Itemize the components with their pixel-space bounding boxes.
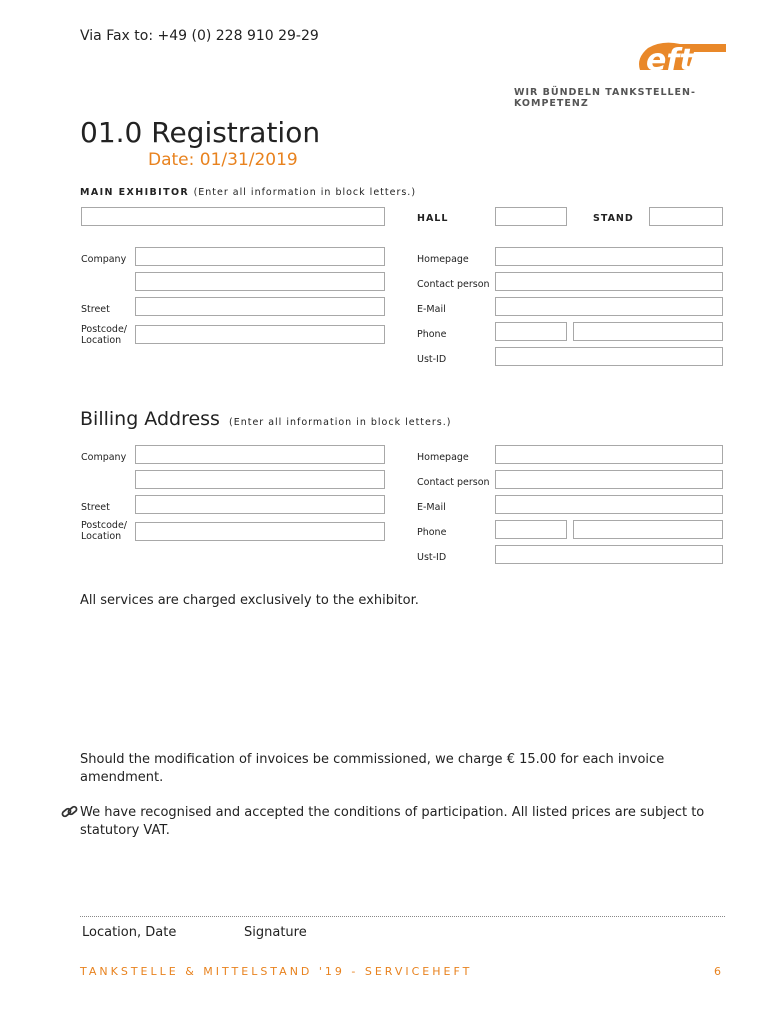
stand-field[interactable] bbox=[649, 207, 723, 226]
billing-company-field[interactable] bbox=[135, 445, 385, 464]
hall-field[interactable] bbox=[495, 207, 567, 226]
exhibitor-name-field[interactable] bbox=[81, 207, 385, 226]
billing-street-field[interactable] bbox=[135, 495, 385, 514]
billing-phone-prefix-field[interactable] bbox=[495, 520, 567, 539]
billing-ustid-label: Ust-ID bbox=[417, 552, 447, 563]
invoice-text: Should the modification of invoices be commissioned, we charge € 15.00 for each invoice amendment. bbox=[80, 752, 665, 785]
homepage-label: Homepage bbox=[417, 254, 469, 265]
postcode-label-line2: Location bbox=[81, 335, 122, 346]
phone-field[interactable] bbox=[573, 322, 723, 341]
billing-contact-label: Contact person bbox=[417, 477, 490, 488]
footer-title: TANKSTELLE & MITTELSTAND '19 - SERVICEHEFT bbox=[80, 965, 473, 978]
services-text: All services are charged exclusively to the exhibitor. bbox=[80, 593, 419, 608]
company-field-2[interactable] bbox=[135, 272, 385, 291]
billing-contact-field[interactable] bbox=[495, 470, 723, 489]
ustid-field[interactable] bbox=[495, 347, 723, 366]
signature-line[interactable] bbox=[80, 916, 725, 917]
billing-company-label: Company bbox=[81, 452, 127, 463]
eft-logo bbox=[634, 38, 730, 78]
location-date-label: Location, Date bbox=[82, 925, 177, 940]
billing-postcode-line1: Postcode/ bbox=[81, 520, 127, 531]
billing-street-label: Street bbox=[81, 502, 110, 513]
billing-ustid-field[interactable] bbox=[495, 545, 723, 564]
stand-label: STAND bbox=[593, 213, 634, 224]
homepage-field[interactable] bbox=[495, 247, 723, 266]
billing-homepage-field[interactable] bbox=[495, 445, 723, 464]
company-label: Company bbox=[81, 254, 127, 265]
hall-label: HALL bbox=[417, 213, 449, 224]
postcode-label bbox=[81, 324, 127, 346]
street-field[interactable] bbox=[135, 297, 385, 316]
main-exhibitor-heading bbox=[80, 187, 416, 198]
billing-email-field[interactable] bbox=[495, 495, 723, 514]
main-exhibitor-note: (Enter all information in block letters.) bbox=[193, 187, 417, 198]
billing-postcode-field[interactable] bbox=[135, 522, 385, 541]
tagline: WIR BÜNDELN TANKSTELLEN-KOMPETENZ bbox=[514, 87, 696, 109]
phone-label: Phone bbox=[417, 329, 447, 340]
link-icon[interactable] bbox=[61, 804, 79, 820]
page-number: 6 bbox=[714, 965, 721, 978]
fax-number: Via Fax to: +49 (0) 228 910 29-29 bbox=[80, 28, 319, 44]
page-title: 01.0 Registration bbox=[80, 116, 321, 149]
main-exhibitor-title: MAIN EXHIBITOR bbox=[80, 187, 190, 198]
billing-phone-field[interactable] bbox=[573, 520, 723, 539]
street-label: Street bbox=[81, 304, 110, 315]
billing-company-field-2[interactable] bbox=[135, 470, 385, 489]
billing-email-label: E-Mail bbox=[417, 502, 446, 513]
billing-note: (Enter all information in block letters.) bbox=[229, 417, 452, 428]
contact-label: Contact person bbox=[417, 279, 490, 290]
billing-homepage-label: Homepage bbox=[417, 452, 469, 463]
signature-label: Signature bbox=[244, 925, 307, 940]
email-field[interactable] bbox=[495, 297, 723, 316]
company-field[interactable] bbox=[135, 247, 385, 266]
conditions-text: We have recognised and accepted the conditions of participation. All listed prices are subject to statutory VAT. bbox=[80, 805, 705, 838]
postcode-field[interactable] bbox=[135, 325, 385, 344]
contact-field[interactable] bbox=[495, 272, 723, 291]
billing-heading: Billing Address bbox=[80, 408, 220, 430]
billing-postcode-line2: Location bbox=[81, 531, 122, 542]
postcode-label-line1: Postcode/ bbox=[81, 324, 127, 335]
phone-prefix-field[interactable] bbox=[495, 322, 567, 341]
email-label: E-Mail bbox=[417, 304, 446, 315]
svg-text:eft: eft bbox=[646, 43, 694, 78]
form-date: Date: 01/31/2019 bbox=[148, 150, 298, 170]
billing-phone-label: Phone bbox=[417, 527, 447, 538]
billing-postcode-label bbox=[81, 520, 127, 542]
ustid-label: Ust-ID bbox=[417, 354, 447, 365]
